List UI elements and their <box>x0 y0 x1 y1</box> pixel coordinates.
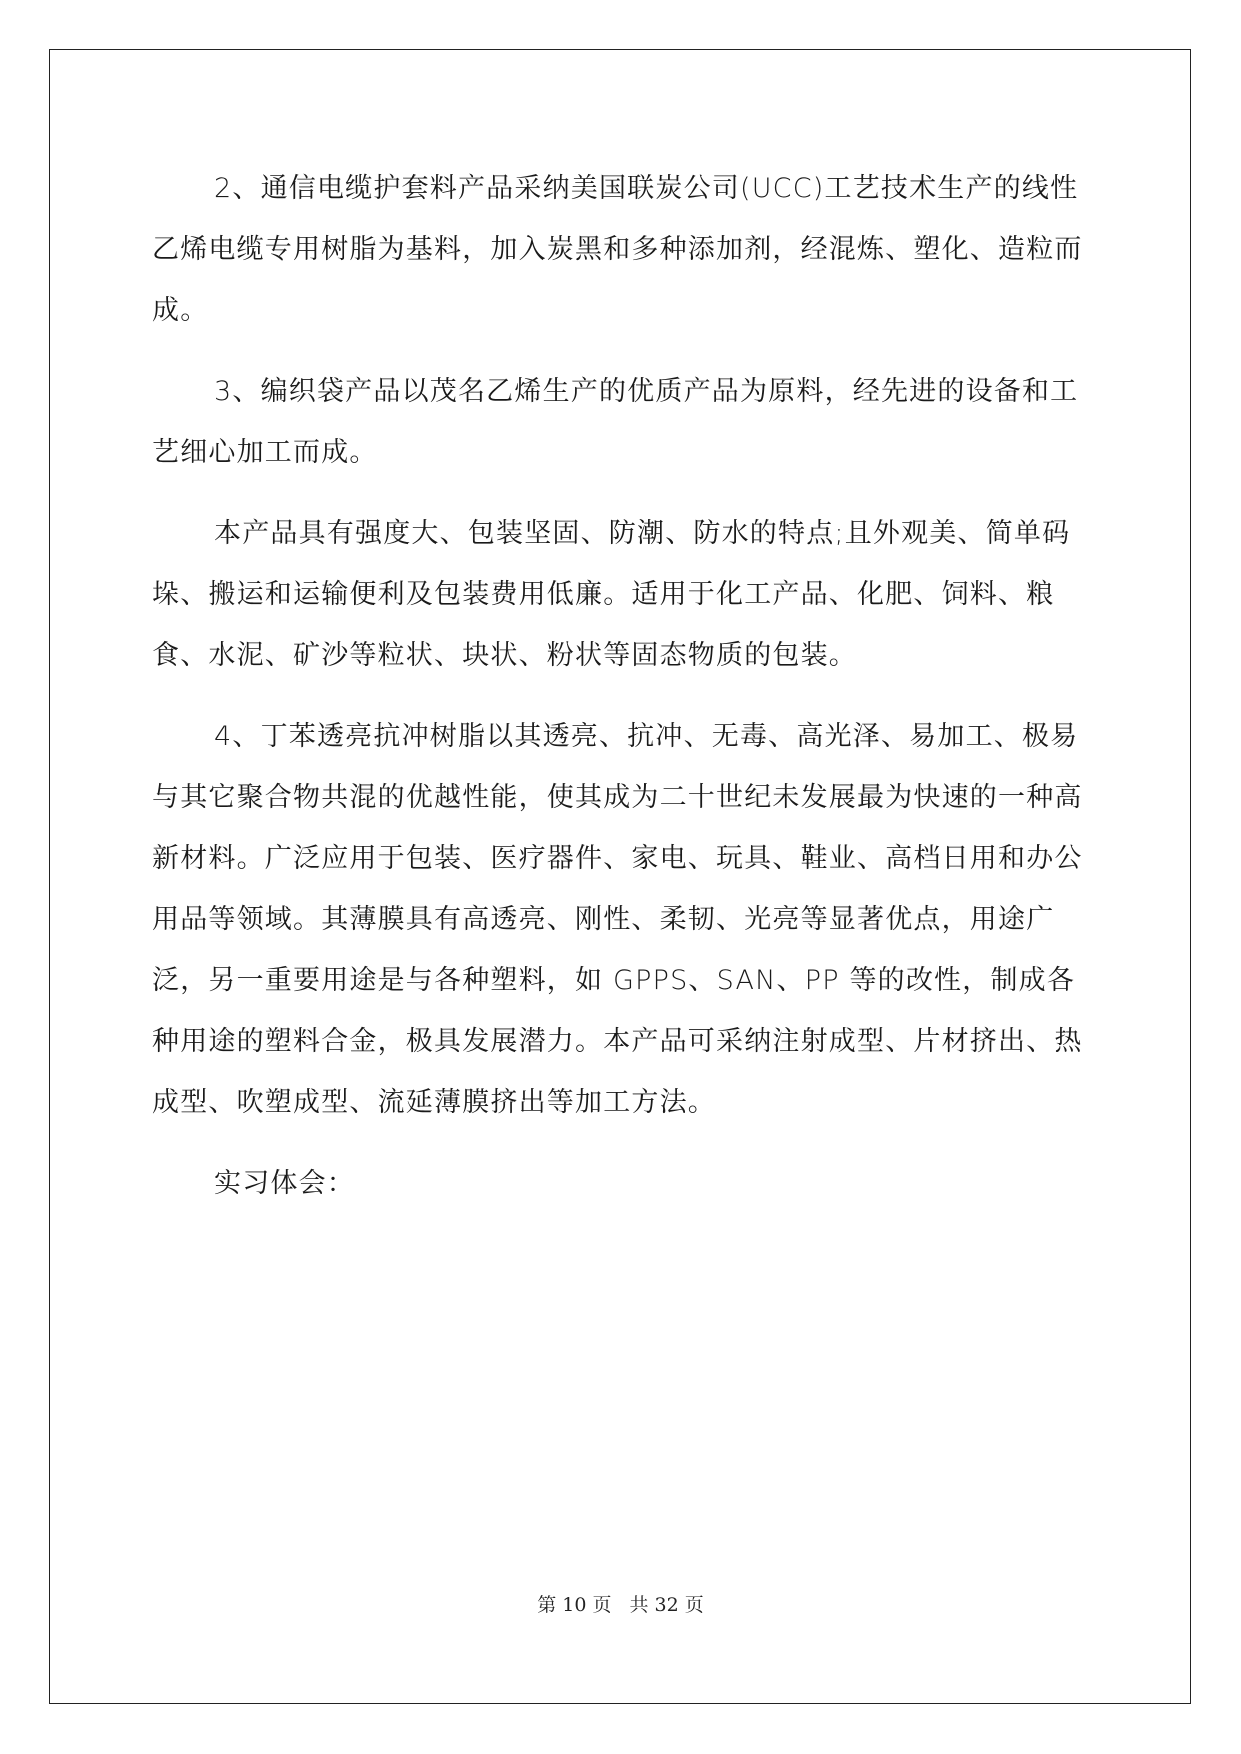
paragraph-internship-reflection: 实习体会： <box>214 1168 355 1199</box>
page-total: 共 32 页 <box>629 1594 704 1616</box>
paragraph-styrene-resin: 4、丁苯透亮抗冲树脂以其透亮、抗冲、无毒、高光泽、易加工、极易与其它聚合物共混的优越性能，使其成为二十世纪未发展最为快速的一种高新材料。广泛应用于包装、医疗器件、家电、玩具、鞋业、高档日用和办公用品等领域。其薄膜具有高透亮、刚性、柔韧、光亮等显著优点，用途广泛，另一重要用途是与各种塑料，如 GPPS、SAN、PP 等的改性，制成各种用途的塑料合金，极具发展潜力。本产品可采纳注射成型、片材挤出、热成型、吹塑成型、流延薄膜挤出等加工方法。 <box>152 721 1083 1118</box>
page-footer <box>0 1590 1241 1617</box>
document-body <box>152 158 1092 1214</box>
page-number: 第 10 页 <box>537 1594 612 1616</box>
paragraph-cable-sheath: 2、通信电缆护套料产品采纳美国联炭公司(UCC)工艺技术生产的线性乙烯电缆专用树脂为基料，加入炭黑和多种添加剂，经混炼、塑化、造粒而成。 <box>152 173 1083 326</box>
paragraph-woven-bag: 3、编织袋产品以茂名乙烯生产的优质产品为原料，经先进的设备和工艺细心加工而成。 <box>152 376 1079 468</box>
paragraph-product-features: 本产品具有强度大、包装坚固、防潮、防水的特点;且外观美、简单码垛、搬运和运输便利及包装费用低廉。适用于化工产品、化肥、饲料、粮食、水泥、矿沙等粒状、块状、粉状等固态物质的包装。 <box>152 518 1071 671</box>
